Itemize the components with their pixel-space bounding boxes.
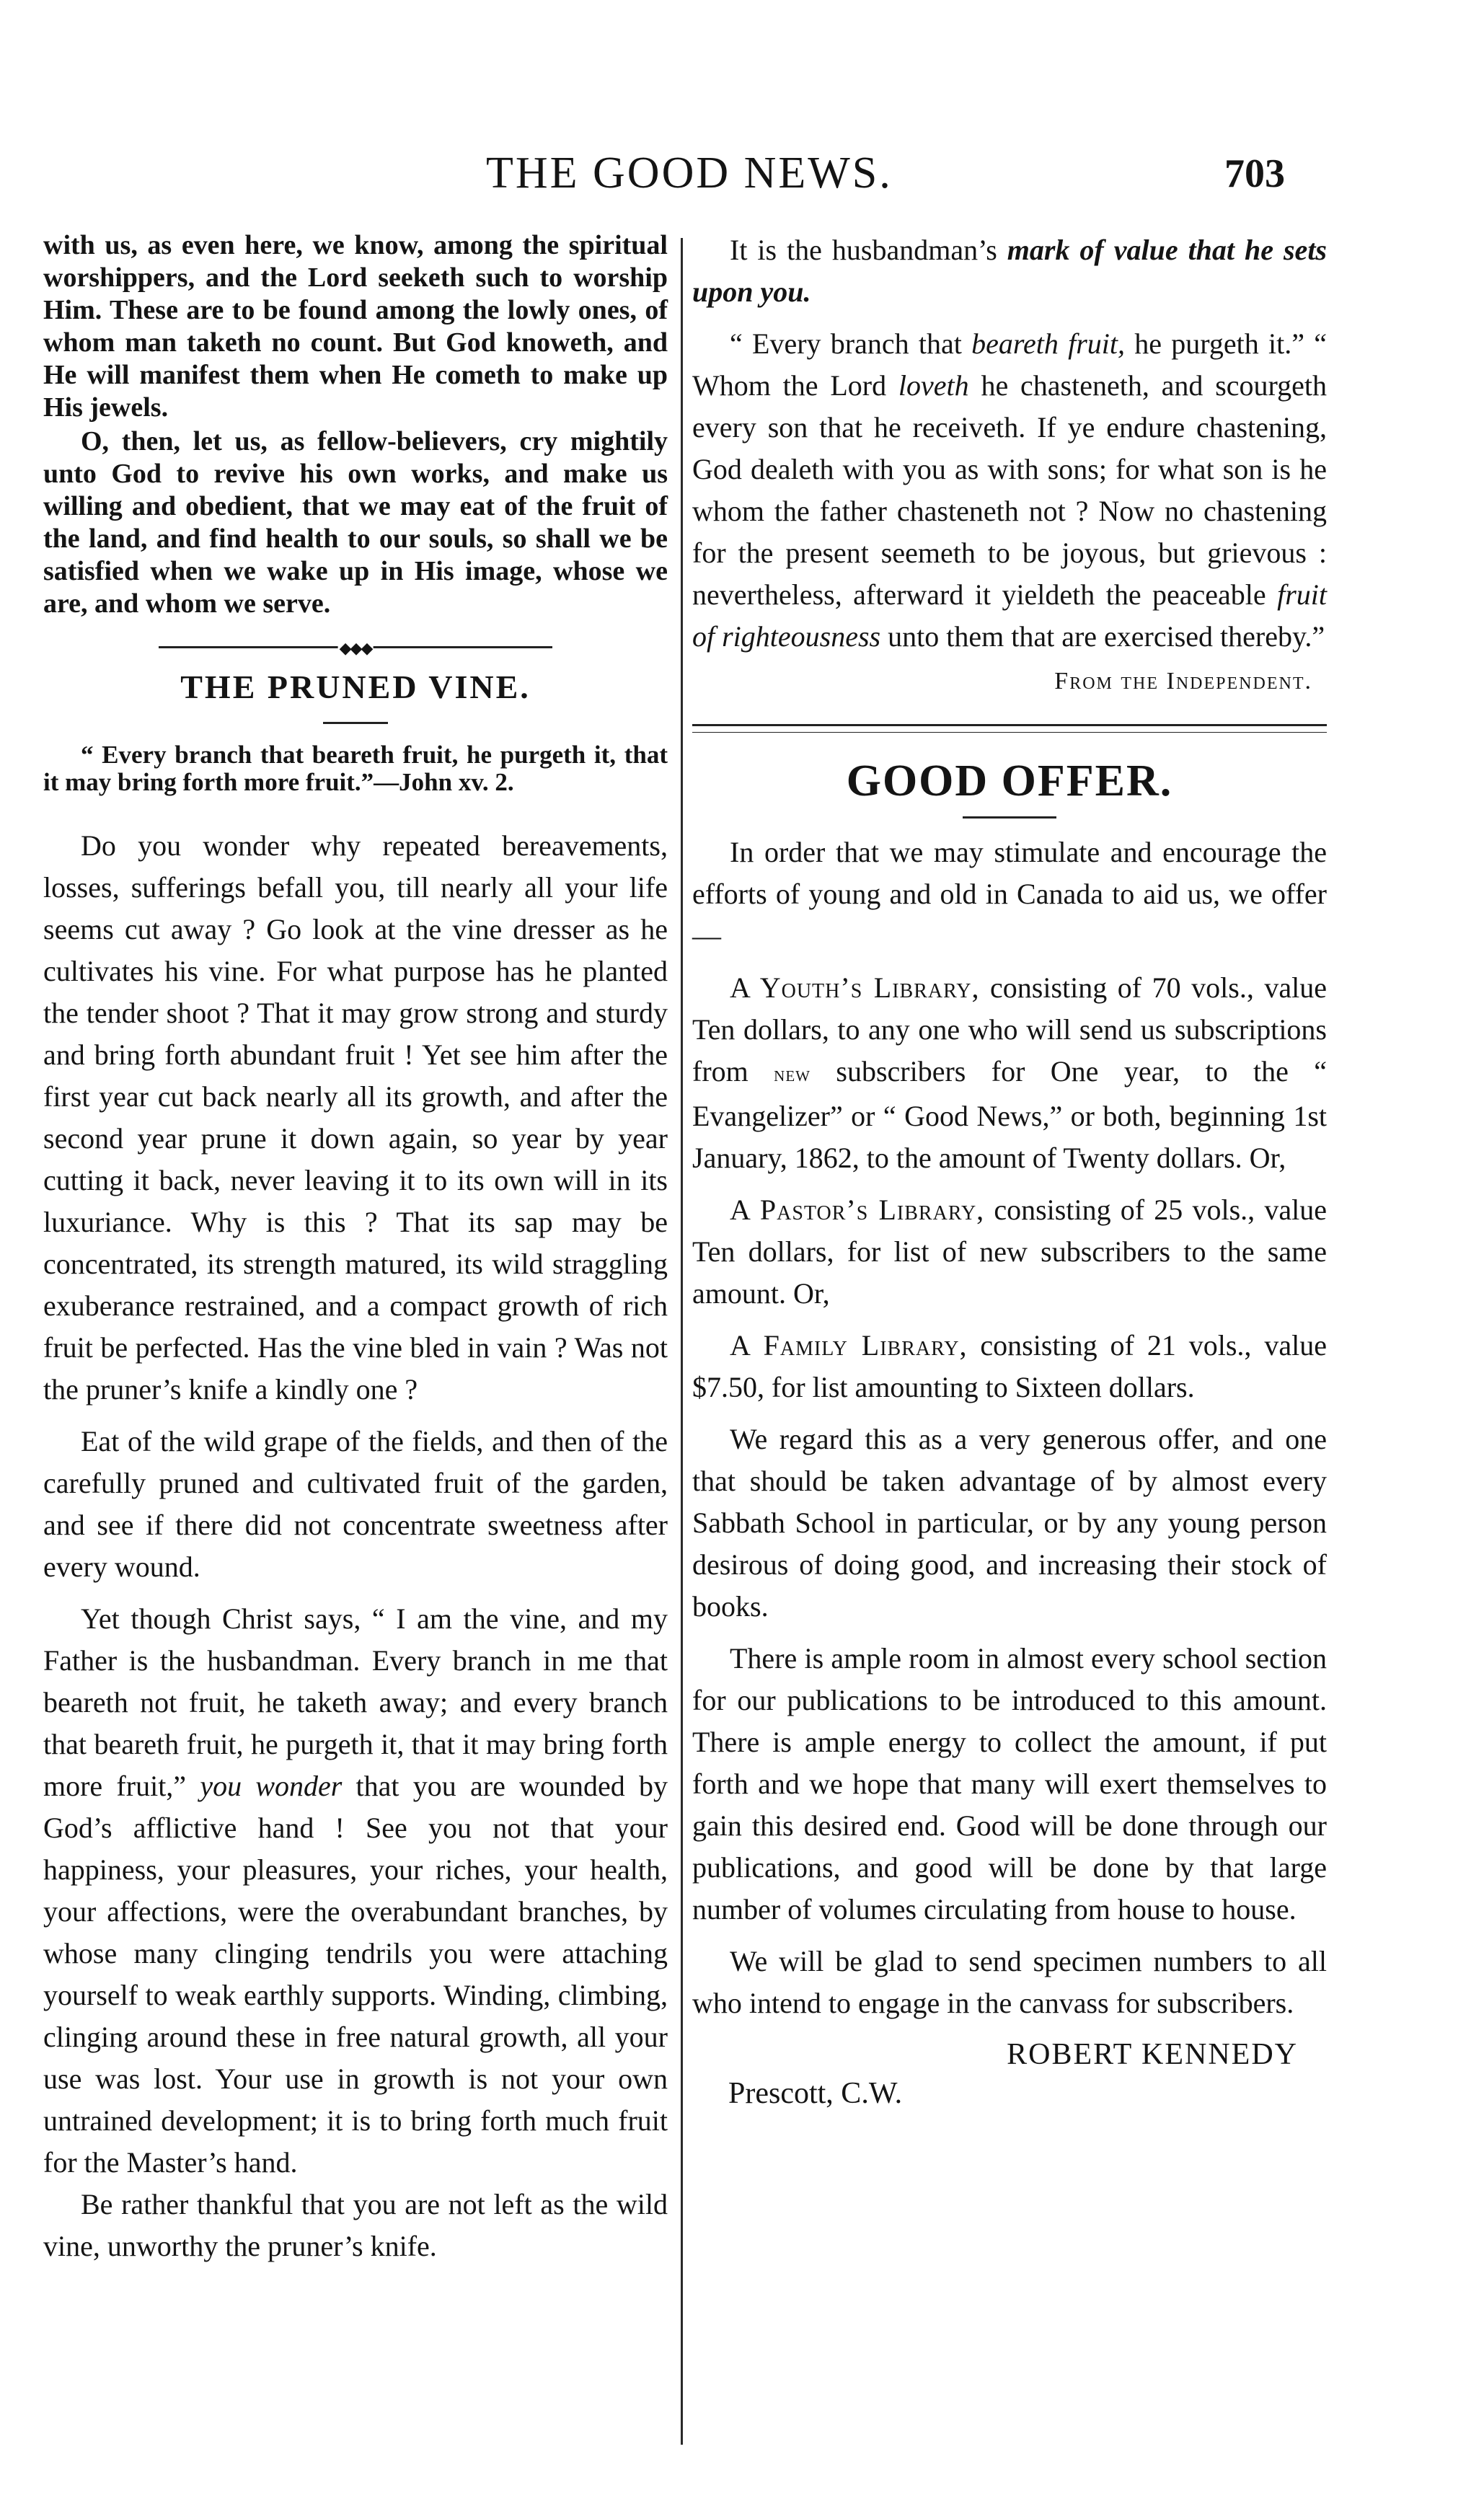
intro-paragraph: with us, as even here, we know, among the spiritual worshippers, and the Lord seeketh such to worship Him. These are to be found among the lowly ones, of whom man taketh no count. But God knoweth, and He will manifest them when He cometh to make up His jewels. <box>43 230 668 423</box>
chastening-text-a: “ Every branch that <box>730 327 972 360</box>
signature-place: Prescott, C.W. <box>728 2077 903 2110</box>
offer-family-library <box>692 1325 1327 1408</box>
chastening-paragraph <box>692 323 1327 658</box>
chastening-emphasis-c: fruit of righteousness <box>692 578 1327 653</box>
source-attribution: From the Independent. <box>1054 668 1312 694</box>
intro-paragraph: O, then, let us, as fellow-believers, cry mightily unto God to revive his own works, and make us willing and obedient, that we may eat of the fruit of the land, and find health to our souls, so shall we be satisfied when we wake up in His image, whose we are, and whom we serve. <box>43 426 668 619</box>
offer-youth-library <box>692 967 1327 1179</box>
offer-text-rest: subscribers for One year, to the “ Evangelizer” or “ Good News,” or both, beginning 1st January, 1862, to the amount of Twenty dollars. Or, <box>692 1055 1327 1174</box>
chastening-text-c: he chasteneth, and scourgeth every son that he receiveth. If ye endure chastening, God dealeth with you as with sons; for what son is he whom the father chasteneth not ? Now no chastening for the present seemeth to be joyous, but grievous : nevertheless, afterward it yieldeth the peaceable <box>692 369 1327 611</box>
closing-paragraph: Be rather thankful that you are not left as the wild vine, unworthy the pruner’s knife. <box>43 2188 668 2262</box>
offer-title: GOOD OFFER. <box>846 756 1173 806</box>
offer-text: consisting of 21 vols., value $7.50, for list amounting to Sixteen dollars. <box>692 1329 1327 1403</box>
offer-pastor-library <box>692 1189 1327 1315</box>
husbandman-emphasis: mark of value that he sets upon you. <box>692 234 1327 308</box>
left-column <box>43 229 668 2267</box>
chastening-text-b: he purgeth it.” “ Whom the Lord <box>692 327 1328 402</box>
closing-paragraph: We regard this as a very generous offer, and one that should be taken advantage of by almost every Sabbath School in particular, or by any young person desirous of doing good, and increasing their stock of books. <box>692 1423 1327 1623</box>
closing-paragraph: There is ample room in almost every school section for our publications to be introduced to this amount. There is ample energy to collect the amount, if put forth and we hope that many will exert themselves to gain this desired end. Good will be done through our publications, and good will be done by that large number of volumes circulating from house to house. <box>692 1642 1327 1925</box>
offer-intro: In order that we may stimulate and encourage the efforts of young and old in Canada to aid us, we offer— <box>692 836 1327 952</box>
vine-emphasis: you wonder <box>200 1770 343 1802</box>
vine-text-start: Yet though Christ says, “ I am the vine, and my Father is the husbandman. Every branch in me that beareth not fruit, he taketh away; and every branch that beareth fruit, he purgeth it, that it may bring forth more fruit,” <box>43 1602 668 1802</box>
vine-paragraph <box>43 1598 668 2184</box>
chastening-text-d: unto them that are exercised thereby.” <box>880 620 1325 653</box>
title-rule <box>323 722 388 724</box>
ornamental-divider <box>43 636 668 658</box>
chastening-emphasis-b: loveth <box>898 369 969 402</box>
right-column <box>692 229 1327 2111</box>
page-number: 703 <box>1224 151 1285 196</box>
body-paragraph: Do you wonder why repeated bereavements, losses, sufferings befall you, till nearly all your life seems cut away ? Go look at the vine dresser as he cultivates his vine. For what purpose has he planted the tender shoot ? That it may grow strong and sturdy and bring forth abundant fruit ! Yet see him after the first year cut back nearly all its growth, and after the second year prune it down again, so year by year cutting it back, never leaving it to its own will in its luxuriance. Why is this ? That its sap may be concentrated, its strength matured, its wild straggling exuberance restrained, and a compact growth of rich fruit be perfected. Has the vine bled in vain ? Was not the pruner’s knife a kindly one ? <box>43 829 668 1406</box>
ornament-glyph: ◆◆◆ <box>339 639 372 657</box>
husbandman-paragraph <box>692 229 1327 313</box>
epigraph: “ Every branch that beareth fruit, he purgeth it, that it may bring forth more fruit.”—John xv. 2. <box>43 741 668 796</box>
offer-text: consisting of 25 vols., value Ten dollars, for list of new subscribers to the same amount. Or, <box>692 1194 1327 1310</box>
offer-new-word: new <box>774 1062 811 1086</box>
page-title: THE GOOD NEWS. <box>486 149 893 198</box>
closing-paragraph: We will be glad to send specimen numbers to all who intend to engage in the canvass for subscribers. <box>692 1945 1327 2019</box>
offer-title-rule <box>963 816 1056 819</box>
husbandman-text: It is the husbandman’s <box>730 234 1007 266</box>
body-paragraph: Eat of the wild grape of the fields, and then of the carefully pruned and cultivated fruit of the garden, and see if there did not concentrate sweetness after every wound. <box>43 1425 668 1583</box>
offer-name: A Pastor’s Library, <box>730 1194 985 1226</box>
offer-text: consisting of 70 vols., value Ten dollars, to any one who will send us subscriptions from <box>692 971 1327 1087</box>
section-divider <box>692 724 1327 733</box>
offer-name: A Youth’s Library, <box>730 971 980 1004</box>
column-divider <box>681 238 683 2445</box>
offer-name: A Family Library, <box>730 1329 968 1362</box>
running-header <box>0 148 1484 206</box>
chastening-emphasis-a: beareth fruit, <box>971 327 1125 360</box>
article-title: THE PRUNED VINE. <box>180 669 531 705</box>
signature-name: ROBERT KENNEDY <box>1007 2038 1298 2071</box>
vine-text-end: that you are wounded by God’s afflictive hand ! See you not that your happiness, your pleasures, your riches, your health, your affections, were the overabundant branches, by whose many clinging tendrils you were attaching yourself to weak earthly supports. Winding, climbing, clinging around these in free natural growth, all your use was lost. Your use in growth is not your own untrained development; it is to bring forth much fruit for the Master’s hand. <box>43 1770 668 2179</box>
